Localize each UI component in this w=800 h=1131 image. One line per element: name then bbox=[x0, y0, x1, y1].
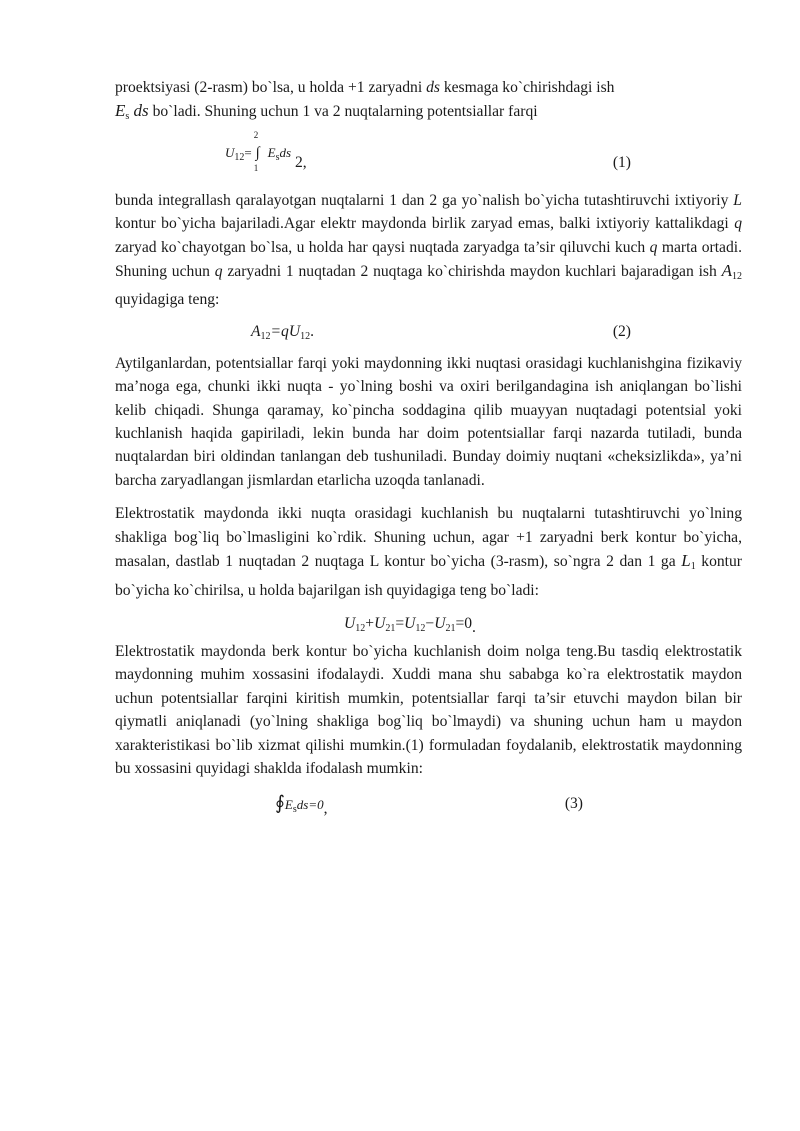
math-sub-s: s bbox=[275, 151, 280, 163]
math-sub-s: s bbox=[125, 111, 130, 123]
paragraph-5: Elektrostatik maydonda berk kontur bo`yicha kuchlanish doim nolga teng.Bu tasdiq elektrostatik maydonning muhim xossasini ifodalaydi. Xuddi mana shu sababga ko`ra elektrostatik maydon uchun potentsiallar farqini kiritish mumkin, potentsiallar farqi ta’sir etuvchi maydon bilan bir qiymatli aniqlanadi (yo`lning shakliga bog`liq bo`lmaydi) va shuning uchun ham u maydon xarakteristikasi bo`lib xizmat qilishi mumkin.(1) formuladan foydalanib, elektrostatik maydonning bu xossasini quyidagi shaklda ifodalash mumkin: bbox=[115, 642, 742, 777]
math-sub: 12 bbox=[260, 330, 271, 342]
text-segment: kontur bo`yicha ko`chirilsa, u holda bajarilgan ish quyidagiga teng bo`ladi: bbox=[115, 553, 742, 599]
document-page bbox=[115, 76, 742, 828]
integral-lower-limit: 1 bbox=[253, 162, 259, 173]
paragraph-2 bbox=[115, 189, 742, 312]
text-segment: bo`ladi. Shuning uchun 1 va 2 nuqtalarning potentsiallar farqi bbox=[152, 103, 538, 121]
formula-1-expression: $U_{12}=$ 2 ∫ 1 $E_sds$ 2, bbox=[225, 141, 307, 169]
math-sub: 21 bbox=[385, 622, 396, 634]
math-sub: 12 bbox=[415, 622, 426, 634]
text-segment: proektsiyasi (2-rasm) bo`lsa, u holda +1 zaryadni bbox=[115, 79, 423, 96]
formula-2 bbox=[115, 312, 742, 352]
math-E: E bbox=[115, 101, 126, 121]
math-sub-s: s bbox=[292, 804, 297, 816]
math-sub: 1 bbox=[690, 561, 696, 573]
math-L: L bbox=[733, 191, 742, 209]
formula-end-punct: . bbox=[472, 618, 476, 636]
math-E: E bbox=[267, 144, 276, 160]
formula-2-expression bbox=[251, 320, 314, 348]
math-L: L bbox=[681, 551, 691, 571]
formula-1-suffix: 2, bbox=[294, 153, 307, 171]
formula-3 bbox=[115, 602, 742, 640]
math-E: E bbox=[284, 797, 293, 813]
math-ds: ds bbox=[426, 79, 440, 96]
integral-sign: 2 ∫ 1 bbox=[252, 141, 264, 165]
math-eq-qU: =qU bbox=[270, 322, 301, 340]
math-U: U bbox=[225, 144, 235, 160]
text-segment: Elektrostatik maydonda ikki nuqta orasidagi kuchlanish bu nuqtalarni tutashtiruvchi yo`lning shakliga bog`liq bo`lmasligini ko`rdik. Shuning uchun, agar +1 zaryadni berk kontur bo`yicha, masalan, dastlab 1 nuqtadan 2 nuqtaga L kontur bo`yicha (3-rasm), so`ngra 2 dan 1 ga bbox=[115, 505, 742, 571]
math-q: q bbox=[649, 238, 658, 256]
text-segment: zaryadni 1 nuqtadan 2 nuqtaga ko`chirishda maydon kuchlari bajaradigan ish bbox=[227, 263, 717, 281]
text-segment: quyidagiga teng: bbox=[115, 291, 220, 309]
math-op: − bbox=[425, 614, 435, 632]
math-U: U bbox=[404, 614, 416, 632]
paragraph-4 bbox=[115, 502, 742, 602]
formula-1 bbox=[115, 129, 742, 189]
math-q: q bbox=[734, 215, 742, 233]
math-q: q bbox=[214, 263, 223, 281]
math-ds-eq-zero: ds=0 bbox=[296, 797, 324, 813]
formula-end-punct: . bbox=[310, 322, 315, 340]
equation-number: (3) bbox=[564, 795, 583, 813]
math-A12 bbox=[721, 261, 742, 283]
math-sub: 12 bbox=[300, 330, 311, 342]
math-ds: ds bbox=[133, 101, 149, 121]
formula-4 bbox=[115, 780, 742, 828]
math-U: U bbox=[434, 614, 446, 632]
formula-end-punct: , bbox=[323, 800, 328, 818]
math-Es-ds bbox=[115, 101, 149, 123]
math-U: U bbox=[344, 614, 356, 632]
text-segment: kontur bo`yicha bajariladi.Agar elektr maydonda birlik zaryad emas, balki ixtiyoriy kattalikdagi bbox=[115, 215, 729, 233]
equation-number: (2) bbox=[612, 322, 631, 340]
math-A: A bbox=[251, 322, 261, 340]
equation-number: (1) bbox=[612, 153, 631, 171]
integral-upper-limit: 2 bbox=[253, 129, 259, 140]
math-ds: ds bbox=[279, 144, 292, 160]
math-op: + bbox=[365, 614, 375, 632]
math-sub: 12 bbox=[355, 622, 366, 634]
formula-3-expression bbox=[344, 612, 476, 640]
text-segment: kesmaga ko`chirishdagi ish bbox=[443, 79, 615, 96]
paragraph-1 bbox=[115, 76, 742, 129]
math-sub: 12 bbox=[234, 151, 245, 163]
math-sub: 21 bbox=[445, 622, 456, 634]
math-sub: 12 bbox=[732, 271, 742, 283]
paragraph-3: Aytilganlardan, potentsiallar farqi yoki maydonning ikki nuqtasi orasidagi kuchlanishgina fizikaviy ma’noga ega, chunki ikki nuqta - yo`lning boshi va oxiri berilgandagina ish aniqlangan bo`lishi kelib chiqadi. Shunga qaramay, ko`pincha soddagina qilib muayyan nuqtadagi potentsial yoki kuchlanish haqida gapiriladi, lekin bunda har doim potentsiallar farqi nazarda tutiladi, bunda nuqtalardan biri oldindan tanlangan deb tushuniladi. Bunday doimiy nuqtani «cheksizlikda», ya’ni barcha zaryadlangan jismlardan etarlicha uzoqda tanlanadi. bbox=[115, 354, 742, 489]
math-A: A bbox=[721, 261, 732, 281]
contour-integral-sign: ∮ bbox=[275, 793, 285, 815]
math-U: U bbox=[374, 614, 386, 632]
text-segment: zaryad ko`chayotgan bo`lsa, u holda har qaysi nuqtada zaryadga ta’sir qiluvchi kuch bbox=[115, 238, 646, 256]
formula-4-expression bbox=[275, 792, 328, 821]
math-zero: =0 bbox=[455, 614, 473, 632]
text-segment: bunda integrallash qaralayotgan nuqtalarni 1 dan 2 ga yo`nalish bo`yicha tutashtiruvchi ixtiyoriy bbox=[115, 191, 729, 209]
math-L1 bbox=[681, 551, 696, 573]
math-op: = bbox=[395, 614, 405, 632]
text-segment: marta ortadi. Shuning uchun bbox=[115, 238, 743, 281]
